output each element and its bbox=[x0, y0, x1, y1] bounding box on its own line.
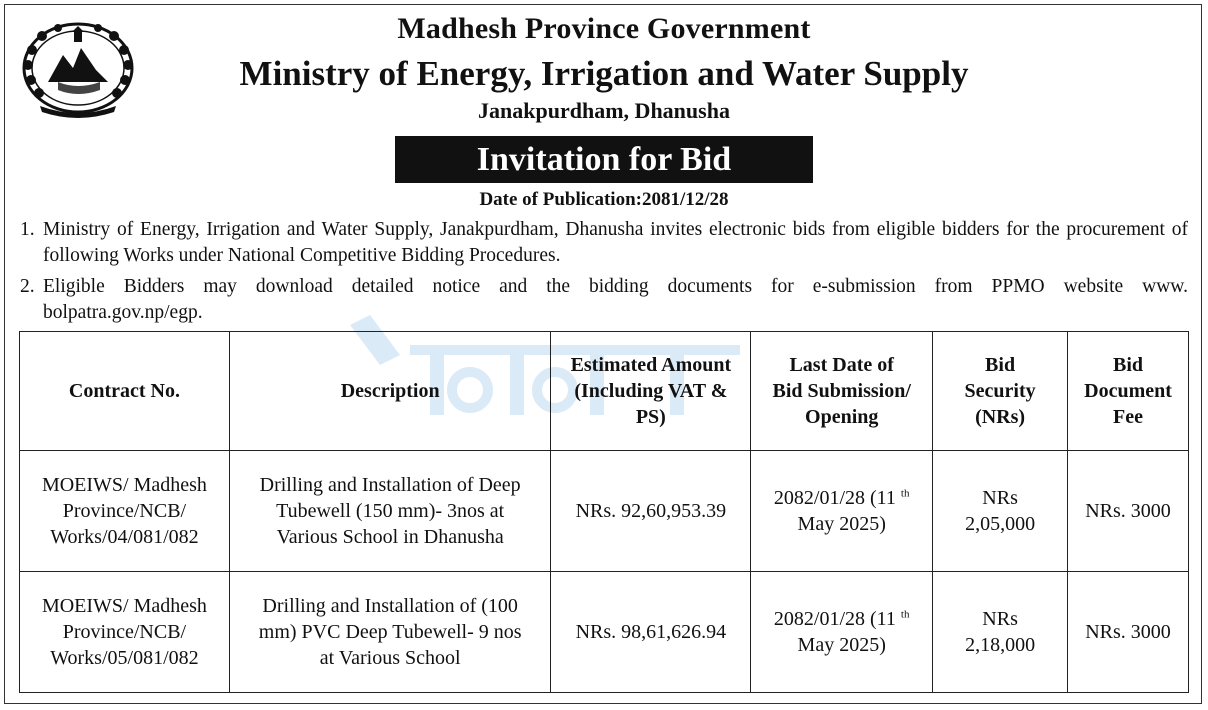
col-header-last-date: Last Date of Bid Submission/ Opening bbox=[751, 332, 933, 451]
paragraph-text-line1: Eligible Bidders may download detailed notice and the bidding documents for e-submission from PPMO website www. bbox=[43, 276, 1188, 297]
col-header-bid-security: Bid Security (NRs) bbox=[933, 332, 1068, 451]
cell-bid-security: NRs 2,18,000 bbox=[933, 572, 1068, 693]
cell-bid-security: NRs 2,05,000 bbox=[933, 451, 1068, 572]
paragraph-2 bbox=[20, 274, 1188, 326]
location-subtitle: Janakpurdham, Dhanusha bbox=[478, 98, 730, 123]
paragraph-text-line2: bolpatra.gov.np/egp. bbox=[43, 302, 203, 323]
cell-last-date: 2082/01/28 (11 $^{th}$ May 2025) bbox=[751, 572, 933, 693]
cell-document-fee: NRs. 3000 bbox=[1068, 572, 1189, 693]
paragraph-number: 2. bbox=[20, 276, 35, 297]
cell-description: Drilling and Installation of Deep Tubewell (150 mm)- 3nos at Various School in Dhanusha bbox=[229, 451, 551, 572]
table-row bbox=[20, 451, 1189, 572]
invitation-banner: Invitation for Bid bbox=[395, 136, 813, 183]
cell-amount: NRs. 98,61,626.94 bbox=[551, 572, 751, 693]
paragraph-text: Ministry of Energy, Irrigation and Water Supply, Janakpurdham, Dhanusha invites electronic bids from eligible bidders for the procurement of following Works under National Competitive Bidding Procedures. bbox=[43, 219, 1188, 266]
cell-last-date: 2082/01/28 (11 $^{th}$ May 2025) bbox=[751, 451, 933, 572]
publication-date: Date of Publication:2081/12/28 bbox=[479, 189, 729, 210]
col-header-contract: Contract No. bbox=[20, 332, 230, 451]
col-header-amount: Estimated Amount (Including VAT & PS) bbox=[551, 332, 751, 451]
province-title: Madhesh Province Government bbox=[397, 12, 811, 45]
cell-document-fee: NRs. 3000 bbox=[1068, 451, 1189, 572]
cell-contract: MOEIWS/ Madhesh Province/NCB/ Works/04/081/082 bbox=[20, 451, 230, 572]
paragraph-number: 1. bbox=[20, 219, 35, 240]
ministry-title: Ministry of Energy, Irrigation and Water Supply bbox=[239, 54, 969, 93]
bid-table bbox=[19, 331, 1189, 693]
cell-amount: NRs. 92,60,953.39 bbox=[551, 451, 751, 572]
col-header-document-fee: Bid Document Fee bbox=[1068, 332, 1189, 451]
table-header-row bbox=[20, 332, 1189, 451]
table-row bbox=[20, 572, 1189, 693]
cell-description: Drilling and Installation of (100 mm) PVC Deep Tubewell- 9 nos at Various School bbox=[229, 572, 551, 693]
cell-contract: MOEIWS/ Madhesh Province/NCB/ Works/05/081/082 bbox=[20, 572, 230, 693]
paragraph-1 bbox=[20, 217, 1188, 269]
col-header-description: Description bbox=[229, 332, 551, 451]
